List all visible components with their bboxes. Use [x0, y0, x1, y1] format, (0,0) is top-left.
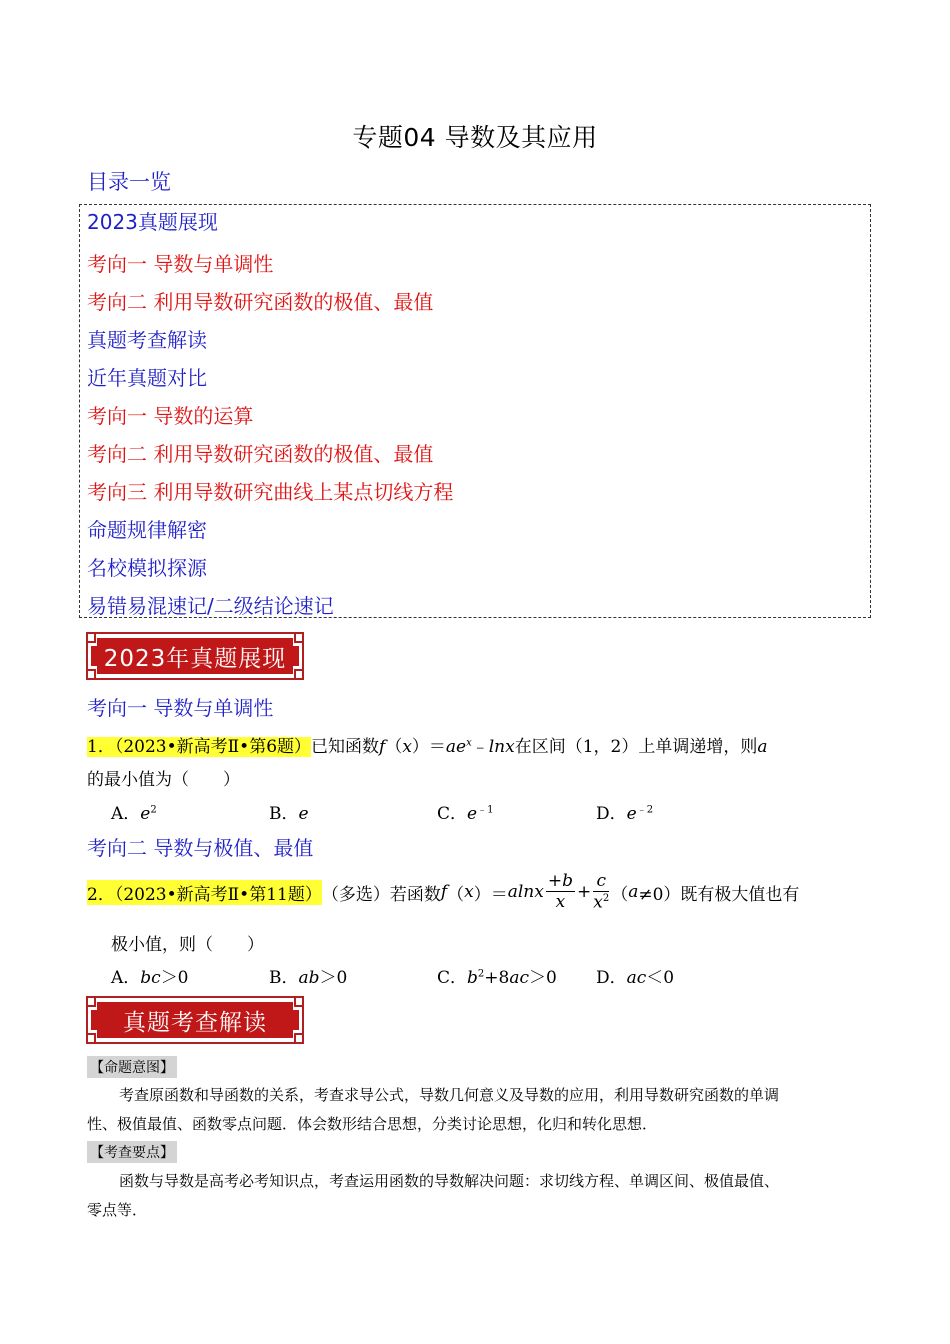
- points-line-2: 零点等．: [87, 1201, 148, 1219]
- intent-line-1: 考查原函数和导函数的关系，考查求导公式，导数几何意义及导数的应用，利用导数研究函数的单调: [119, 1086, 780, 1104]
- question-1: 1．（2023•新高考Ⅱ•第6题）已知函数$f(x)=ae^x﹣\ln x$在区间（1，2）上单调递增，则a: [87, 737, 768, 757]
- toc-item[interactable]: 考向一 导数与单调性: [87, 252, 274, 276]
- intent-line-2: 性、极值最值、函数零点问题．体会数形结合思想，分类讨论思想，化归和转化思想．: [87, 1115, 658, 1133]
- question-1-source-tag: 1．（2023•新高考Ⅱ•第6题）: [87, 737, 312, 757]
- banner-label: 2023年真题展现: [103, 645, 287, 672]
- question-2-line2: 极小值，则（ ）: [111, 935, 264, 955]
- question-2-option-a: A．bc＞0: [111, 968, 189, 988]
- question-1-option-a: A．$e^2$: [111, 804, 157, 824]
- question-2-option-b: B．ab＞0: [269, 968, 348, 988]
- section-direction-1: 考向一 导数与单调性: [87, 696, 274, 720]
- question-1-line2: 的最小值为（ ）: [87, 770, 240, 790]
- question-1-option-b: B．e: [269, 804, 309, 824]
- question-2-option-d: D．ac＜0: [596, 968, 675, 988]
- toc-item[interactable]: 考向二 利用导数研究函数的极值、最值: [87, 442, 434, 466]
- toc-item[interactable]: 名校模拟探源: [87, 556, 207, 580]
- section-direction-2: 考向二 导数与极值、最值: [87, 836, 314, 860]
- section-banner-analysis: [86, 996, 304, 1044]
- toc-item[interactable]: 考向二 利用导数研究函数的极值、最值: [87, 290, 434, 314]
- toc-heading: 目录一览: [87, 170, 171, 194]
- intent-tag: 【命题意图】: [87, 1056, 177, 1078]
- toc-item[interactable]: 真题考查解读: [87, 328, 207, 352]
- question-2: 2．（2023•新高考Ⅱ•第11题） （多选）若函数 f （ x ）＝ alnx $\frac{+b}{x}$ + $\frac{c}{x^2}$ （ a ≠0）既有极大值也有: [87, 870, 800, 913]
- question-2-source-tag: 2．（2023•新高考Ⅱ•第11题）: [87, 880, 322, 905]
- question-1-option-c: C．$e^{﹣1}$: [437, 804, 494, 824]
- fraction-c-over-x2: $\frac{c}{x^2}$: [593, 870, 610, 913]
- banner-label: 真题考查解读: [123, 1009, 267, 1036]
- question-2-option-c: C．$b^2+8ac>0$: [437, 968, 557, 988]
- toc-item[interactable]: 考向一 导数的运算: [87, 404, 254, 428]
- section-banner-2023: [86, 632, 304, 680]
- points-line-1: 函数与导数是高考必考知识点，考查运用函数的导数解决问题：求切线方程、单调区间、极值最值、: [119, 1172, 780, 1190]
- fraction-b-over-x: $\frac{+b}{x}$: [547, 871, 573, 912]
- toc-item[interactable]: 2023真题展现: [87, 210, 218, 234]
- toc-item[interactable]: 易错易混速记/二级结论速记: [87, 594, 334, 618]
- page-title: 专题04 导数及其应用: [352, 123, 598, 152]
- points-tag: 【考查要点】: [87, 1141, 177, 1163]
- question-1-option-d: D．$e^{﹣2}$: [596, 804, 654, 824]
- toc-item[interactable]: 命题规律解密: [87, 518, 207, 542]
- toc-item[interactable]: 考向三 利用导数研究曲线上某点切线方程: [87, 480, 454, 504]
- toc-item[interactable]: 近年真题对比: [87, 366, 207, 390]
